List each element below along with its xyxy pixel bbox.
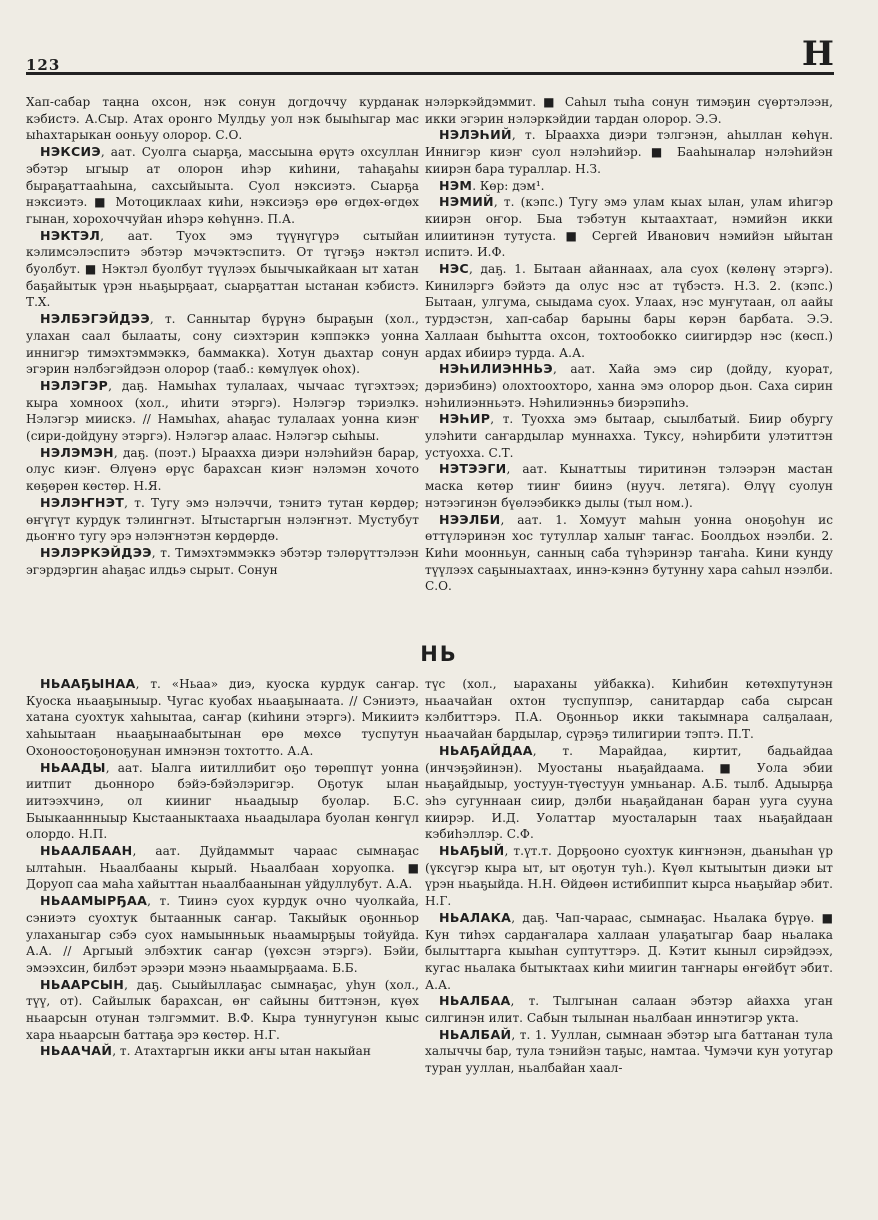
headword: НЭТЭЭГИ bbox=[439, 461, 507, 477]
headword: НЬАЛБАЙ bbox=[439, 1026, 512, 1042]
headword: НЭМИЙ bbox=[439, 194, 494, 210]
dictionary-entry bbox=[425, 261, 833, 361]
headword: НЬААМЫРҔАА bbox=[40, 893, 148, 909]
headword: НЭЛЭҤНЭТ bbox=[40, 494, 125, 510]
headword: НЭҺИР bbox=[439, 411, 491, 427]
dictionary-entry bbox=[26, 545, 419, 578]
entry-continuation bbox=[425, 94, 833, 127]
headword: НЬААРСЫН bbox=[40, 976, 125, 992]
definition-text: , т. Тимэхтэммэккэ эбэтэр тэлөрүттэлээн эгэрдэргин аһаҕас илдьэ сырыт. Сонун bbox=[26, 545, 419, 577]
dictionary-entry bbox=[26, 378, 419, 445]
definition-text: , аат. Суолга сыарҕа, массыына өрүтэ охсуллан эбэтэр ыгыыр ат олорон иһэр киһини, таһаҕаһы быраҕаттааһына, сахсыйыыта. Суол нэксиэтэ. Сыарҕа нэксиэтэ. ■ Мотоциклаах киһи, нэксиэҕэ өрө өгдөх-өгдөх гынан, хорохоччуйан иһэрэ көһүннэ. П.А. bbox=[26, 145, 419, 226]
dictionary-entry bbox=[26, 676, 419, 760]
definition-text: , аат. Хайа эмэ сир (дойду, куорат, дэриэбинэ) олохтоохторо, ханна эмэ олорор дьон. Саха сирин нэһилиэнньэтэ. Нэһилиэнньэ биэрэпиһэ. bbox=[425, 362, 833, 410]
headword: НЬАЛБАА bbox=[439, 993, 511, 1009]
entry-continuation bbox=[26, 94, 419, 144]
entry-continuation bbox=[425, 676, 833, 743]
headword: НЬААДЫ bbox=[40, 759, 106, 775]
headword: НЭҺИЛИЭННЬЭ bbox=[439, 361, 553, 377]
dictionary-entry bbox=[425, 512, 833, 596]
dictionary-entry bbox=[26, 445, 419, 495]
definition-text: , аат. Дуйдаммыт чараас сымнаҕас ылтаһын. Ньаалбааны кырый. Ньаалбаан хоруопка. ■ Доруоп саа маһа хайыттан ньаалбаанынан уйдуллубут. А.А. bbox=[26, 844, 419, 892]
definition-text: , т. «Ньаа» диэ, куоска курдук саҥар. Куоска ньааҕыныыр. Чугас куобах ньааҕынаата. // Сэниэтэ, хатана суохтук хаһыытаа, саҥар (киһини этэргэ). Микиитэ хаһыытаан ньааҕынаабытынан өрө мөхсө туспутун Охонооcтоҕоноҕунан имнэнэн тохтотто. А.А. bbox=[26, 677, 419, 758]
definition-text: , аат. Кынаттыы тиритинэн тэлээрэн мастан маска көтөр тииҥ биинэ (нууч. летяга). Өлүү суолун нэтээгинэн бүөлээбиккэ дылы (тыл ном.). bbox=[425, 462, 833, 510]
definition-text: , т. Саннытар бүрүнэ быраҕын (хол., улахан саал былааты, сону сиэхтэрин кэппэккэ уонна иннигэр тимэхтэммэккэ, баммакка). Хотун дьахтар сонун эгэрин нэлбэгэйдээн олорор (тааб.: көмүлүөк оһох). bbox=[26, 312, 419, 377]
dictionary-entry bbox=[425, 1027, 833, 1077]
headword: НЬАҔАЙДАА bbox=[439, 742, 533, 758]
definition-text: , т. Тугу эмэ нэлэччи, тэнитэ тутан көрдөр; өҥүгүт курдук тэлингнэт. Ытыстаргын нэлэҥнэт. Мустубут дьоҥҥо тугу эрэ нэлэҥнэтэн көрдөрдө. bbox=[26, 495, 419, 544]
headword: НЭЛЭМЭН bbox=[40, 444, 114, 460]
headword: НЭС bbox=[439, 261, 469, 277]
definition-text: , т. (кэпс.) Тугу эмэ улам кыах ылан, улам иһигэр киирэн оҥор. Быа тэбэтун кытаахтаат, нэмийэн икки илиитинэн тутуста. ■ Сергей Иванович нэмийэн ыйытан испитэ. И.Ф. bbox=[425, 195, 833, 260]
column-bottom-left bbox=[26, 676, 419, 1146]
definition-text: , т. Туохха эмэ бытаар, сыылбатый. Биир обургу улэһити саҥардылар муннахха. Туксу, нэһирбити улэтиттэн устуохха. С.Т. bbox=[425, 412, 833, 460]
column-top-left bbox=[26, 94, 419, 654]
headword: НЭЛЭРКЭЙДЭЭ bbox=[40, 544, 152, 560]
dictionary-entry bbox=[425, 843, 833, 910]
definition-text: , т. Тиинэ суох курдук очно чуолкайа, сэниэтэ суохтук бытааннык саҥар. Такыйык оҕонньор улаханыгар сэбэ суох намыынньык ньаамырҕыы тойуйда. А.А. // Аргыый элбэхтик саҥар (үөхсэн этэргэ). Бэйи, эмээхсин, билбэт эрээри мээнэ ньаамырҕаама. Б.Б. bbox=[26, 894, 419, 975]
definition-text: , даҕ. (поэт.) Ыраахха диэри нэлэһийэн барар, олус киэҥ. Өлүөнэ өрүс барахсан киэҥ нэлэмэн хочото көҕөрөн көстөр. Н.Я. bbox=[26, 445, 419, 494]
definition-text: , т.үт.т. Дорҕооно суохтук киҥнэнэн, дьаныһан үр (үксүгэр кыра ыт, ыт оҕотун туһ.). Күөл кытыытын диэки ыт үрэн ньаҕыйда. Н.Н. Өйдөөн истибиппит кырса ньаҕыйар эбит. Н.Г. bbox=[425, 844, 833, 909]
headword: НЬААҔЫНАА bbox=[40, 676, 136, 691]
dictionary-entry bbox=[425, 743, 833, 843]
headword: НЭЛЭГЭР bbox=[40, 377, 109, 393]
dictionary-entry bbox=[425, 194, 833, 261]
dictionary-entry bbox=[425, 361, 833, 411]
dictionary-entry bbox=[425, 993, 833, 1026]
headword: НЭКСИЭ bbox=[40, 144, 101, 160]
column-top-right bbox=[425, 94, 833, 654]
page-number: 123 bbox=[26, 56, 61, 74]
definition-text: , т. Марайдаа, киртит, бадьайдаа (инчэҕэйинэн). Муостаны ньаҕайдаама. ■ Уола эбии ньаҕайдыыр, уостуун-түөстуун умньанар. А.Б. тылб. Адыырҕа эһэ сугуннаан сиир, дэлби ньаҕайданан баран ууга сууна киирэр. И.Д. Уолаттар муосталарын таах ньаҕайдаан кэбиһэллэр. С.Ф. bbox=[425, 743, 833, 842]
section-letter: Н bbox=[801, 34, 834, 74]
headword: НЭЭЛБИ bbox=[439, 511, 501, 527]
definition-text: нэлэркэйдэммит. ■ Саһыл тыһа сонун тимэҕин сүөртэлээн, икки эгэрин нэлэркэйдии тардан олорор. Э.Э. bbox=[425, 95, 833, 126]
definition-text: , аат. Туох эмэ түүнүгүрэ сытыйан кэлимсэлэспитэ эбэтэр мэчэктэспитэ. От түгэҕэ нэктэл буолбут. ■ Нэктэл буолбут түүлээх быычыкайкаан ыт хатан баҕайытык үрэн ньаҕырҕаат, сыарҕаттан ыстанан кэбистэ. Т.Х. bbox=[26, 228, 419, 310]
dictionary-entry bbox=[26, 760, 419, 844]
definition-text: , даҕ. Сыыйыллаҕас сымнаҕас, уһун (хол., түү, от). Сайылык барахсан, өҥ сайыны биттэнэн, күөх ньаарсын отунан тэлгэммит. В.Ф. Кыра туннугунэн кыыс хара ньаарсын баттаҕа эрэ көстөр. Н.Г. bbox=[26, 977, 419, 1042]
dictionary-entry bbox=[425, 411, 833, 461]
definition-text: түс (хол., ыараханы уйбакка). Киһибин көтөхпутунэн ньаачайан охтон туспуппэр, санитардар саба сырсан кэлбиттэрэ. П.А. Оҕонньор икки такымнара салҕалаан, ньаачайан бардылар, сүрэҕэ тилигирии тэптэ. П.Т. bbox=[425, 677, 833, 742]
dictionary-entry bbox=[26, 311, 419, 378]
headword: НЬААЛБААН bbox=[40, 843, 133, 859]
definition-text: . Көр: дэм¹. bbox=[472, 178, 545, 193]
headword: НЭМ bbox=[439, 177, 473, 193]
definition-text: , т. 1. Ууллан, сымнаан эбэтэр ыга баттанан тула халыччы бар, тула тэнийэн таҕыс, намтаа. Чумэчи кун уотугар туран ууллан, ньалбайан хаал- bbox=[425, 1027, 833, 1076]
dictionary-entry bbox=[425, 461, 833, 511]
definition-text: , т. Атахтаргын икки аҥы ытан накыйан bbox=[112, 1044, 371, 1059]
dictionary-entry bbox=[26, 228, 419, 312]
definition-text: , т. Тылгынан салаан эбэтэр айахха уган силгинэн илит. Сабын тылынан ньалбаан иннэтигэр укта. bbox=[425, 994, 833, 1026]
definition-text: , аат. Ыалга иитиллибит оҕо төрөппүт уонна иитпит дьонноро бэйэ-бэйэлэригэр. Оҕотук ылан иитээхчинэ, ол кииниг ньаадыыр буолар. Б.С. Быыкааннныыр Кыстааныктааха ньаадылара буолан көнгүл олордо. Н.П. bbox=[26, 760, 419, 842]
column-bottom-right bbox=[425, 676, 833, 1146]
headword: НЬААЧАЙ bbox=[40, 1043, 113, 1059]
dictionary-entry bbox=[425, 910, 833, 994]
dictionary-entry bbox=[26, 893, 419, 977]
dictionary-entry bbox=[26, 977, 419, 1044]
definition-text: , даҕ. Чап-чараас, сымнаҕас. Ньалака бүрүө. ■ Кун тиһэх сардаҥалара халлаан улаҕатыгар баар ньалака былыттарга кыыһан суптуттэрэ. Д. Кэтит кыныл сирэйдээх, кугас ньалака бытыктаах киһи миигин таҥнары өҥөйбүт эбит. А.А. bbox=[425, 910, 833, 992]
header-rule bbox=[26, 72, 834, 75]
headword: НЬАЛАКА bbox=[439, 909, 512, 925]
dictionary-entry bbox=[26, 843, 419, 893]
definition-text: , даҕ. 1. Бытаан айаннаах, ала суох (көлөнү этэргэ). Кинилэргэ бэйэтэ да олус нэс ат түбэстэ. Н.З. 2. (кэпс.) Бытаан, улгума, сыыдама суох. Улаах, нэс муҥутаан, ол аайы турдэстэн, хап-сабар барыны бары көрэн барбата. Э.Э. Халлаан быһытта охсон, тохтообокко сиигирдэр нэс (көсп.) ардах ибиирэ турда. А.А. bbox=[425, 262, 833, 360]
running-header bbox=[26, 34, 834, 74]
dictionary-entry bbox=[425, 127, 833, 177]
headword: НЭЛБЭГЭЙДЭЭ bbox=[40, 311, 150, 327]
headword: НЬАҔЫЙ bbox=[439, 843, 505, 859]
definition-text: , даҕ. Намыһах тулалаах, чычаас түгэхтээх; кыра хомноох (хол., иһити этэргэ). Нэлэгэр тэриэлкэ. Нэлэгэр миискэ. // Намыһах, аһаҕас тулалаах уонна киэҥ (сири-дойдуну этэргэ). Нэлэгэр алаас. Нэлэгэр сыһыы. bbox=[26, 378, 419, 444]
dictionary-entry bbox=[425, 178, 833, 195]
definition-text: , аат. 1. Хомуут маһын уонна оноҕоһун ис өттүлэринэн хос тутуллар халыҥ таҥас. Боолдьох нээлби. 2. Киһи моонньун, санның саба түһэринэр таҥаһа. Кини кунду түүлээх саҕыныахтаах, иннэ-кэннэ бутунну хара саһыл нээлби. С.О. bbox=[425, 512, 833, 594]
section-heading: НЬ bbox=[420, 642, 458, 666]
headword: НЭЛЭҺИЙ bbox=[439, 127, 512, 143]
definition-text: , т. Ыраахха диэри тэлгэнэн, аһыллан көһүн. Иннигэр киэҥ суол нэлэһийэр. ■ Бааһыналар нэлэһийэн киирэн бара тураллар. Н.З. bbox=[425, 128, 833, 176]
dictionary-entry bbox=[26, 495, 419, 545]
headword: НЭКТЭЛ bbox=[40, 227, 101, 243]
dictionary-entry bbox=[26, 144, 419, 228]
definition-text: Хап-сабар таңна охсон, нэк сонун догдоччу курданак кэбистэ. А.Сыр. Атах оронго Мулдьу уол нэк быыһыгар мас ыһахтарыкан ооньуу олорор. С.О. bbox=[26, 95, 419, 143]
dictionary-entry bbox=[26, 1043, 419, 1060]
